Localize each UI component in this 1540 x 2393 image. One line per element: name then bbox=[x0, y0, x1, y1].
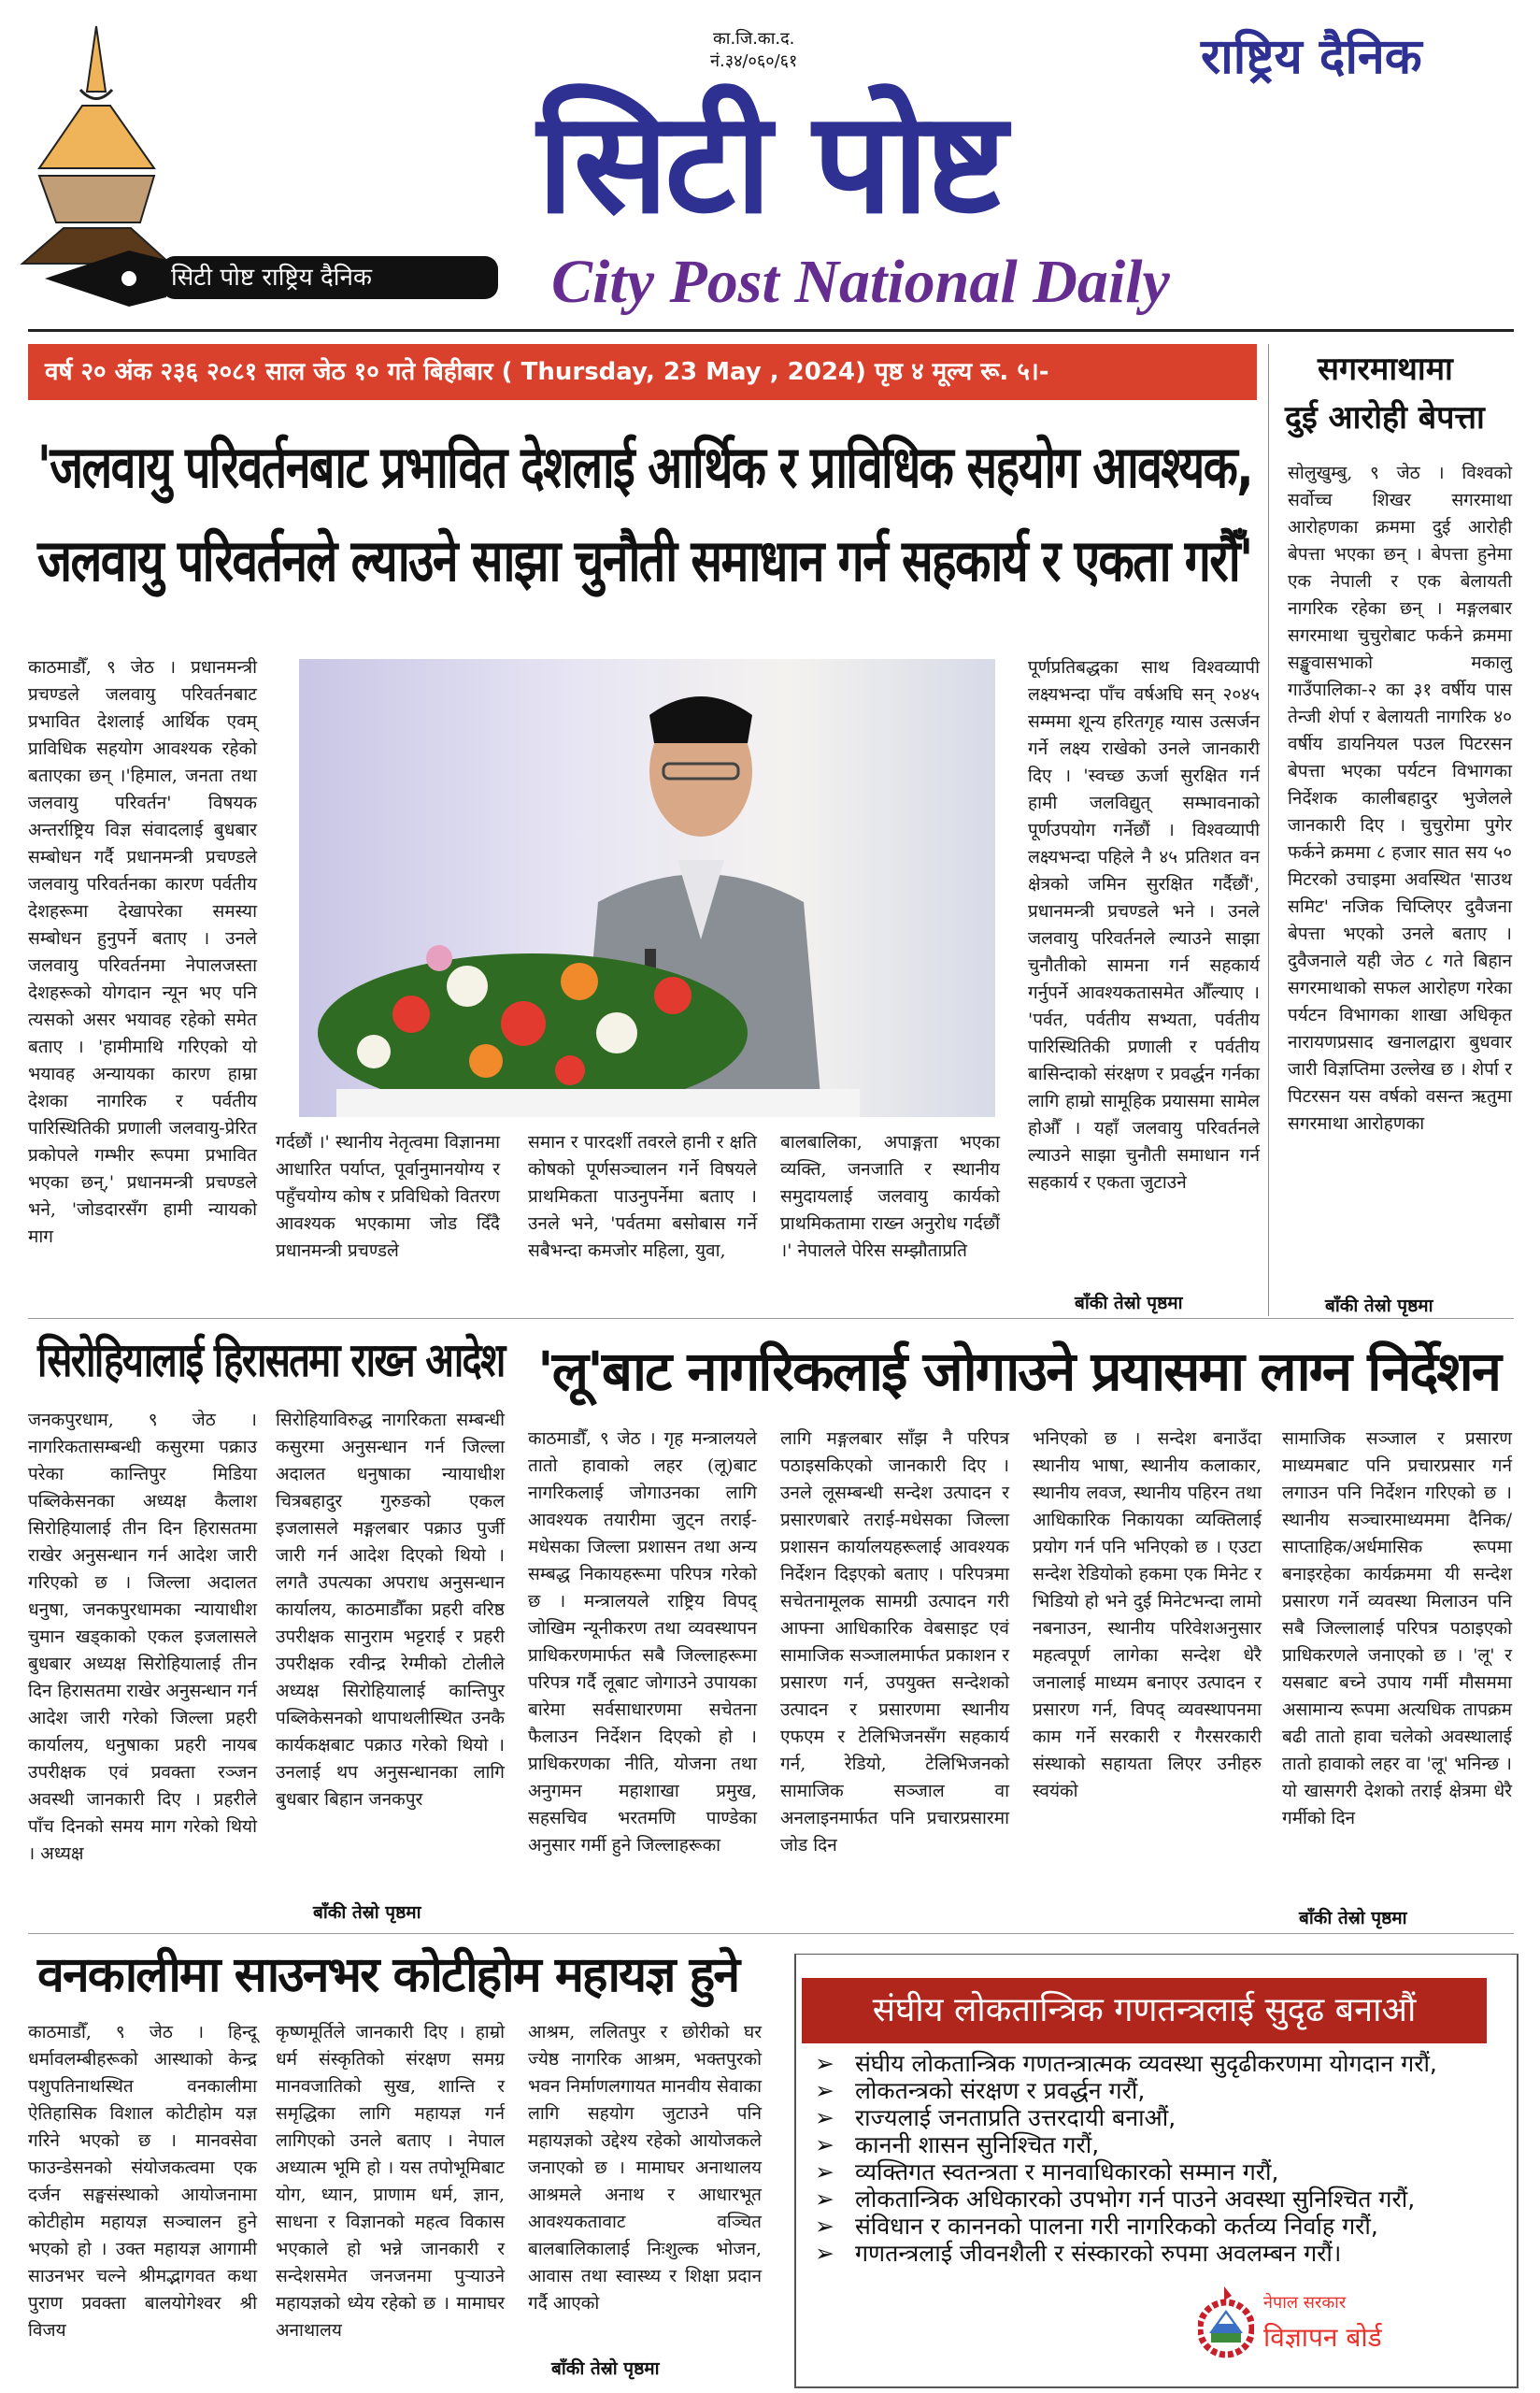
ad-list-item bbox=[815, 2104, 1176, 2131]
article2-body-col-1: जनकपुरधाम, ९ जेठ । नागरिकतासम्बन्धी कसुरमा पक्राउ परेका कान्तिपुर मिडिया पब्लिकेसनका अध्यक्ष कैलाश सिरोहियालाई तीन दिन हिरासतमा राखेर अनुसन्धान गर्न आदेश जारी गरिएको छ । जिल्ला अदालत धनुषा, जनकपुरधामका न्यायाधीश चुमान खड्काको एकल इजलासले बुधबार अध्यक्ष सिरोहियालाई तीन दिन हिरासतमा राखेर अनुसन्धान गर्न आदेश जारी गरेको जिल्ला प्रहरी कार्यालय, धनुषाका प्रहरी नायब उपरीक्षक एवं प्रवक्ता रञ्जन अवस्थी जानकारी दिए । प्रहरीले पाँच दिनको समय माग गरेको थियो । अध्यक्ष bbox=[28, 1410, 257, 1864]
article4-body-col-2: कृष्णमूर्तिले जानकारी दिए । हाम्रो धर्म संस्कृतिको संरक्षण समग्र मानवजातिको सुख, शान्ति र समृद्धिका लागि महायज्ञ गर्न लागिएको उनले बताए । नेपाल अध्यात्म भूमि हो । यस तपोभूमिबाट योग, ध्यान, प्राणाम धर्म, ज्ञान, साधना र विज्ञानको महत्व विकास भएकाले हो भन्ने जानकारी र सन्देशसमेत जनजनमा पुऱ्याउने महायज्ञको ध्येय रहेको छ । मामाघर अनाथालय bbox=[276, 2022, 505, 2341]
ad-list-item-text: गणतन्त्रलाई जीवनशैली र संस्कारको रुपमा अवलम्बन गरौं। bbox=[854, 2240, 1342, 2267]
lead-body-col-3: समान र पारदर्शी तवरले हानी र क्षति कोषको पूर्णसञ्चालन गर्ने विषयले प्राथमिकता पाउनुपर्नेमा बताए । उनले भने, 'पर्वतमा बसोबास गर्ने सबैभन्दा कमजोर महिला, युवा, bbox=[528, 1132, 757, 1261]
pen-nib-icon bbox=[45, 251, 166, 307]
ad-list-item bbox=[815, 2240, 1341, 2267]
ad-list-item-text: संविधान र काननको पालना गरी नागरिकको कर्तव्य निर्वाह गरौं, bbox=[854, 2213, 1378, 2240]
arrow-bullet-icon: ➢ bbox=[815, 2131, 834, 2158]
ad-list-item-text: लोकतन्त्रको संरक्षण र प्रवर्द्धन गरौं, bbox=[854, 2077, 1146, 2104]
sidebar-headline-line-2: दुई आरोही बेपत्ता bbox=[1285, 399, 1485, 437]
ad-list-item bbox=[815, 2213, 1378, 2240]
dateline-bar bbox=[28, 344, 1257, 400]
lead-headline-line-2: जलवायु परिवर्तनले ल्याउने साझा चुनौती समाधान गर्न सहकार्य र एकता गरौँ' bbox=[37, 526, 1252, 595]
arrow-bullet-icon: ➢ bbox=[815, 2104, 834, 2131]
masthead-rule bbox=[28, 329, 1514, 332]
government-ad-box bbox=[794, 1954, 1519, 2388]
section-rule-2 bbox=[28, 1933, 1514, 1934]
lead-body-col-1: काठमाडौँ, ९ जेठ । प्रधानमन्त्री प्रचण्डले जलवायु परिवर्तनबाट प्रभावित देशलाई आर्थिक एवम् प्राविधिक सहयोग आवश्यक रहेको बताएका छन् ।'हिमाल, जनता तथा जलवायु परिवर्तन' विषयक अन्तर्राष्ट्रिय विज्ञ संवादलाई बुधबार सम्बोधन गर्दै प्रधानमन्त्री प्रचण्डले जलवायु परिवर्तनका कारण पर्वतीय देशहरूमा देखापरेका समस्या सम्बोधन हुनुपर्ने बताए । उनले जलवायु परिवर्तनमा नेपालजस्ता देशहरूको योगदान न्यून भए पनि त्यसको असर भयावह रहेको समेत बताए । 'हामीमाथि गरिएको यो भयावह अन्यायका कारण हाम्रा देशका नागरिक र पर्वतीय पारिस्थितिकी प्रणाली जलवायु-प्रेरित प्रकोपले गम्भीर रूपमा प्रभावित भएका छन्,' प्रधानमन्त्री प्रचण्डले भने, 'जोडदारसँग हामी न्यायको माग bbox=[28, 657, 257, 1247]
ad-list-item-text: लोकतान्त्रिक अधिकारको उपभोग गर्न पाउने अवस्था सुनिश्चित गरौं, bbox=[854, 2185, 1416, 2213]
pen-banner-text: सिटी पोष्ट राष्ट्रिय दैनिक bbox=[171, 264, 372, 292]
lead-photo bbox=[299, 659, 995, 1117]
registration-line-1: का.जि.का.द. bbox=[712, 29, 795, 49]
arrow-bullet-icon: ➢ bbox=[815, 2158, 834, 2185]
article4-headline: वनकालीमा साउनभर कोटीहोम महायज्ञ हुने bbox=[37, 1947, 739, 2003]
lead-continued-link[interactable]: बाँकी तेस्रो पृष्ठमा bbox=[1075, 1293, 1183, 1313]
registration-line-2: नं.३४/०६०/६१ bbox=[710, 51, 798, 71]
lead-body-col-5: पूर्णप्रतिबद्धका साथ विश्वव्यापी लक्ष्यभन्दा पाँच वर्षअघि सन् २०४५ सम्ममा शून्य हरितगृह ग्यास उत्सर्जन गर्ने लक्ष्य राखेको उनले जानकारी दिए । 'स्वच्छ ऊर्जा सुरक्षित गर्न हामी जलविद्युत् सम्भावनाको पूर्णउपयोग गर्नेछौं । विश्वव्यापी लक्ष्यभन्दा पहिले नै ४५ प्रतिशत वन क्षेत्रको जमिन सुरक्षित गर्दैछौं', प्रधानमन्त्री प्रचण्डले भने । उनले जलवायु परिवर्तनले ल्याउने साझा चुनौतीको सामना गर्न सहकार्य गर्नुपर्ने आवश्यकतासमेत औँल्याए । 'पर्वत, पर्वतीय सभ्यता, पर्वतीय पारिस्थितिकी प्रणाली र पर्वतीय बासिन्दाको संरक्षण र प्रवर्द्धन गर्नका लागि हाम्रो सामूहिक प्रयासमा सामेल होऔँ । यहाँ जलवायु परिवर्तनले ल्याउने साझा चुनौती समाधान गर्न सहकार्य र एकता जुटाउने bbox=[1028, 657, 1260, 1193]
article2-headline: सिरोहियालाई हिरासतमा राख्न आदेश bbox=[37, 1333, 505, 1387]
arrow-bullet-icon: ➢ bbox=[815, 2077, 834, 2104]
ad-list-item-text: व्यक्तिगत स्वतन्त्रता र मानवाधिकारको सम्मान गरौं, bbox=[854, 2158, 1279, 2185]
dateline-text: वर्ष २० अंक २३६ २०८१ साल जेठ १० गते बिहीबार ( Thursday, 23 May , 2024) पृष्ठ ४ मूल्य रू. ५।- bbox=[45, 358, 1049, 386]
arrow-bullet-icon: ➢ bbox=[815, 2240, 834, 2267]
arrow-bullet-icon: ➢ bbox=[815, 2050, 834, 2077]
article2-continued-link[interactable]: बाँकी तेस्रो पृष्ठमा bbox=[313, 1902, 421, 1923]
lead-body-col-4: बालबालिका, अपाङ्गता भएका व्यक्ति, जनजाति र स्थानीय समुदायलाई जलवायु कार्यको प्राथमिकतामा राख्न अनुरोध गर्दछौं ।' नेपालले पेरिस सम्झौताप्रति bbox=[780, 1132, 1000, 1261]
sidebar-headline-line-1: सगरमाथामा bbox=[1318, 351, 1453, 388]
registration-number bbox=[710, 28, 797, 73]
ad-list-item bbox=[815, 2185, 1415, 2213]
ad-list-item bbox=[815, 2077, 1145, 2104]
article3-body-col-2: लागि मङ्गलबार साँझ नै परिपत्र पठाइसकिएको जानकारी दिए । उनले लूसम्बन्धी सन्देश उत्पादन र प्रसारणबारे तराई-मधेसका जिल्ला प्रशासन कार्यालयहरूलाई आवश्यक निर्देशन दिइएको बताए । परिपत्रमा सचेतनामूलक सामग्री उत्पादन गरी आफ्ना आधिकारिक वेबसाइट एवं सामाजिक सञ्जालमार्फत प्रकाशन र प्रसारण गर्न, उपयुक्त सन्देशको उत्पादन र प्रसारणमा स्थानीय एफएम र टेलिभिजनसँग सहकार्य गर्न, रेडियो, टेलिभिजनको सामाजिक सञ्जाल वा अनलाइनमार्फत पनि प्रचारप्रसारमा जोड दिन bbox=[780, 1428, 1009, 1856]
ad-list-item bbox=[815, 2050, 1437, 2077]
ad-sponsor-line-1: नेपाल सरकार bbox=[1263, 2293, 1347, 2313]
masthead-title: सिटी पोष्ट bbox=[537, 82, 1004, 245]
arrow-bullet-icon: ➢ bbox=[815, 2185, 834, 2213]
arrow-bullet-icon: ➢ bbox=[815, 2213, 834, 2240]
ad-list-item-text: संघीय लोकतान्त्रिक गणतन्त्रात्मक व्यवस्था सुदृढीकरणमा योगदान गरौं, bbox=[854, 2050, 1437, 2077]
prime-minister-speaking-photo bbox=[299, 659, 995, 1117]
ad-sponsor-line-2: विज्ञापन बोर्ड bbox=[1263, 2322, 1382, 2353]
masthead-tagline: राष्ट्रिय दैनिक bbox=[1201, 29, 1422, 85]
lead-headline-line-1: 'जलवायु परिवर्तनबाट प्रभावित देशलाई आर्थिक र प्राविधिक सहयोग आवश्यक, bbox=[37, 433, 1252, 501]
article2-body-col-2: सिरोहियाविरुद्ध नागरिकता सम्बन्धी कसुरमा अनुसन्धान गर्न जिल्ला अदालत धनुषाका न्यायाधीश चित्रबहादुर गुरुङको एकल इजलासले मङ्गलबार पक्राउ पुर्जी जारी गर्न आदेश दिएको थियो । लगतै उपत्यका अपराध अनुसन्धान कार्यालय, काठमाडौँका प्रहरी वरिष्ठ उपरीक्षक सानुराम भट्टराई र प्रहरी उपरीक्षक रवीन्द्र रेग्मीको टोलीले अध्यक्ष सिरोहियालाई कान्तिपुर पब्लिकेसनको थापाथलीस्थित उनकै कार्यकक्षबाट पक्राउ गरेको थियो । उनलाई थप अनुसन्धानका लागि बुधबार बिहान जनकपुर bbox=[276, 1410, 505, 1810]
article3-body-col-3: भनिएको छ । सन्देश बनाउँदा स्थानीय भाषा, स्थानीय कलाकार, स्थानीय लवज, स्थानीय पहिरन तथा आधिकारिक निकायका व्यक्तिलाई प्रयोग गर्न पनि भनिएको छ । एउटा सन्देश रेडियोको हकमा एक मिनेट र भिडियो हो भने दुई मिनेटभन्दा लामो नबनाउन, स्थानीय परिवेशअनुसार महत्वपूर्ण लागेका सन्देश धेरै जनालाई माध्यम बनाएर उत्पादन र प्रसारण गर्न, विपद् व्यवस्थापनमा काम गर्ने सरकारी र गैरसरकारी संस्थाको सहायता लिएर उनीहरु स्वयंको bbox=[1033, 1428, 1262, 1801]
article3-headline: 'लू'बाट नागरिकलाई जोगाउने प्रयासमा लाग्न निर्देशन bbox=[537, 1340, 1500, 1403]
lead-body-col-2: गर्दछौं ।' स्थानीय नेतृत्वमा विज्ञानमा आधारित पर्याप्त, पूर्वानुमानयोग्य र पहुँचयोग्य कोष र प्रविधिको वितरण आवश्यक भएकामा जोड दिँदै प्रधानमन्त्री प्रचण्डले bbox=[276, 1132, 500, 1261]
article3-continued-link[interactable]: बाँकी तेस्रो पृष्ठमा bbox=[1299, 1908, 1407, 1928]
ad-list-item-text: काननी शासन सुनिश्चित गरौं, bbox=[854, 2131, 1100, 2158]
ad-list-item bbox=[815, 2131, 1099, 2158]
ad-list bbox=[815, 2050, 1437, 2267]
sidebar-body: सोलुखुम्बु, ९ जेठ । विश्वको सर्वोच्च शिखर सगरमाथा आरोहणका क्रममा दुई आरोही बेपत्ता भएका छन् । बेपत्ता हुनेमा एक नेपाली र एक बेलायती नागरिक रहेका छन् । मङ्गलबार सगरमाथा चुचुरोबाट फर्कने क्रममा सङ्खुवासभाको मकालु गाउँपालिका-२ का ३१ वर्षीय पास तेन्जी शेर्पा र बेलायती नागरिक ४० वर्षीय डायनियल पउल पिटरसन बेपत्ता भएका पर्यटन विभागका निर्देशक कालीबहादुर भुजेलले जानकारी दिए । चुचुरोमा पुगेर फर्कने क्रममा ८ हजार सात सय ५० मिटरको उचाइमा अवस्थित 'साउथ समिट' नजिक चिप्लिएर दुवैजना बेपत्ता भएको उनले बताए । दुवैजनाले यही जेठ ८ गते बिहान सगरमाथाको सफल आरोहण गरेका पर्यटन विभागका शाखा अधिकृत नारायणप्रसाद खनालद्वारा बुधवार जारी विज्ञप्तिमा उल्लेख छ । शेर्पा र पिटरसन यस वर्षको वसन्त ऋतुमा सगरमाथा आरोहणका bbox=[1288, 463, 1512, 1134]
article4-body-col-1: काठमाडौँ, ९ जेठ । हिन्दू धर्मावलम्बीहरूको आस्थाको केन्द्र पशुपतिनाथस्थित वनकालीमा ऐतिहासिक विशाल कोटीहोम यज्ञ गरिने भएको छ । मानवसेवा फाउन्डेसनको संयोजकत्वमा एक दर्जन सङ्घसंस्थाको आयोजनामा कोटीहोम महायज्ञ सञ्चालन हुने भएको हो । उक्त महायज्ञ आगामी साउनभर चल्ने श्रीमद्भागवत कथा पुराण प्रवक्ता बालयोगेश्वर श्री विजय bbox=[28, 2022, 257, 2341]
section-rule-1 bbox=[28, 1318, 1514, 1319]
ad-list-item-text: राज्यलाई जनताप्रति उत्तरदायी बनाऔं, bbox=[854, 2104, 1176, 2131]
sidebar-continued-link[interactable]: बाँकी तेस्रो पृष्ठमा bbox=[1325, 1296, 1433, 1316]
nepal-government-emblem-icon bbox=[1198, 2282, 1254, 2371]
article3-body-col-1: काठमाडौँ, ९ जेठ । गृह मन्त्रालयले तातो हावाको लहर (लू)बाट नागरिकलाई जोगाउनका लागि आवश्यक तयारीमा जुट्न तराई-मधेसका जिल्ला प्रशासन तथा अन्य सम्बद्ध निकायहरूमा परिपत्र गरेको छ । मन्त्रालयले राष्ट्रिय विपद् जोखिम न्यूनीकरण तथा व्यवस्थापन प्राधिकरणमार्फत सबै जिल्लाहरूमा परिपत्र गर्दै लूबाट जोगाउने उपायका बारेमा सर्वसाधारणमा सचेतना फैलाउन निर्देशन दिएको हो । प्राधिकरणका नीति, योजना तथा अनुगमन महाशाखा प्रमुख, सहसचिव भरतमणि पाण्डेका अनुसार गर्मी हुने जिल्लाहरूका bbox=[528, 1428, 757, 1856]
ad-list-item bbox=[815, 2158, 1278, 2185]
article3-body-col-4: सामाजिक सञ्जाल र प्रसारण माध्यमबाट पनि प्रचारप्रसार गर्न लगाउन पनि निर्देशन गरिएको छ । स्थानीय सञ्चारमाध्यममा दैनिक/साप्ताहिक/अर्धमासिक रूपमा बनाइरहेका कार्यक्रममा यी सन्देश प्रसारण गर्ने व्यवस्था मिलाउन पनि सबै जिल्लालाई परिपत्र पठाइएको प्राधिकरणले जनाएको छ । 'लू' र यसबाट बच्ने उपाय गर्मी मौसममा असामान्य रूपमा अत्यधिक तापक्रम बढी तातो हावा चलेको अवस्थालाई तातो हावाको लहर वा 'लू' भनिन्छ । यो खासगरी देशको तराई क्षेत्रमा धेरै गर्मीको दिन bbox=[1282, 1428, 1512, 1828]
ad-title-banner bbox=[802, 1978, 1487, 2043]
masthead-english-title: City Post National Daily bbox=[551, 248, 1170, 316]
ad-title: संघीय लोकतान्त्रिक गणतन्त्रलाई सुदृढ बनाऔं bbox=[872, 1991, 1417, 2029]
sidebar-divider bbox=[1268, 344, 1269, 1316]
article4-continued-link[interactable]: बाँकी तेस्रो पृष्ठमा bbox=[551, 2358, 660, 2379]
pen-nib-banner bbox=[45, 251, 503, 307]
article4-body-col-3: आश्रम, ललितपुर र छोरीको घर ज्येष्ठ नागरिक आश्रम, भक्तपुरको भवन निर्माणलगायत मानवीय सेवाका लागि सहयोग जुटाउने पनि महायज्ञको उद्देश्य रहेको आयोजकले जनाएको छ । मामाघर अनाथालय आश्रमले अनाथ र आधारभूत आवश्यकतावाट वञ्चित बालबालिकालाई निःशुल्क भोजन, आवास तथा स्वास्थ्य र शिक्षा प्रदान गर्दै आएको bbox=[528, 2022, 762, 2314]
